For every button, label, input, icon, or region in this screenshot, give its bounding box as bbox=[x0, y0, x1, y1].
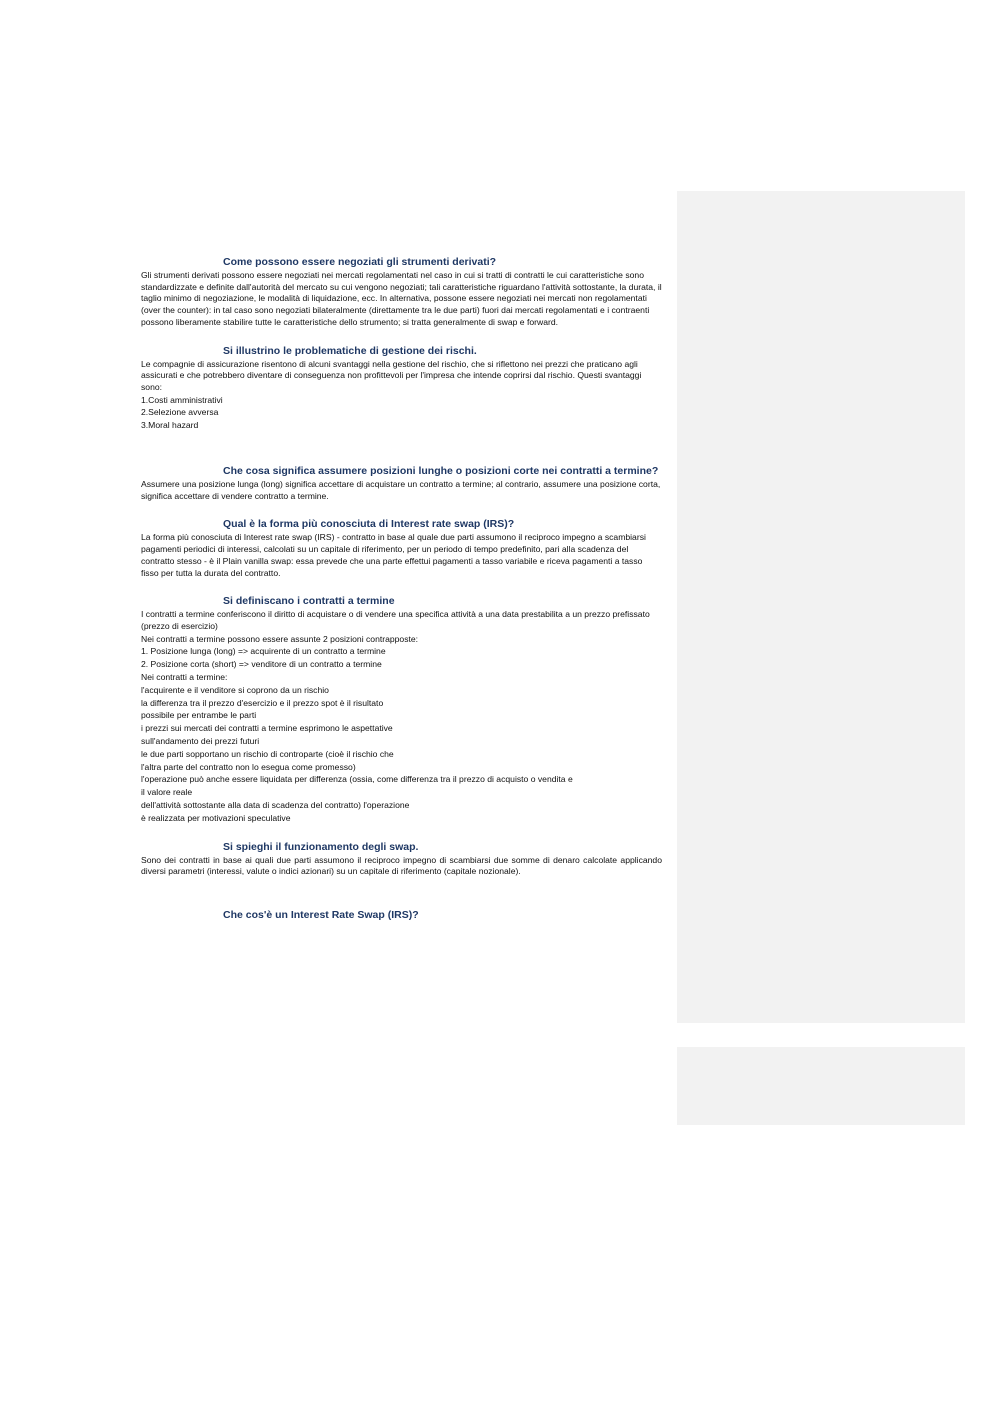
text-line: la differenza tra il prezzo d'esercizio e il prezzo spot è il risultato bbox=[141, 697, 384, 708]
document-content bbox=[141, 255, 662, 923]
text-line: le due parti sopportano un rischio di controparte (cioè il rischio che bbox=[141, 748, 394, 759]
heading-forma-irs: Qual è la forma più conosciuta di Interest rate swap (IRS)? bbox=[223, 518, 515, 531]
paragraph-funzionamento-swap: Sono dei contratti in base ai quali due parti assumono il reciproco impegno di scambiarsi due somme di denaro calcolate applicando diversi parametri (interessi, valute o indici azionari) su un capitale di riferimento (capitale nozionale). bbox=[141, 854, 662, 877]
paragraph-gestione-rischi: Le compagnie di assicurazione risentono di alcuni svantaggi nella gestione del rischio, che si riflettono nei prezzi che praticano agli assicurati e che potrebbero diventare di conseguenza non profittevoli per l'impresa che intende coprirsi dal rischio. Questi svantaggi sono: bbox=[141, 358, 642, 392]
paragraph-contratti-termine: I contratti a termine conferiscono il diritto di acquistare o di vendere una specifica attività a una data prestabilita a un prezzo prefissato (prezzo di esercizio) bbox=[141, 609, 650, 631]
text-line: l'acquirente e il venditore si coprono da un rischio bbox=[141, 684, 329, 695]
list-item: 1.Costi amministrativi bbox=[141, 394, 223, 405]
text-line: sull'andamento dei prezzi futuri bbox=[141, 736, 260, 747]
list-item: 2.Selezione avversa bbox=[141, 407, 219, 418]
heading-interest-rate-swap: Che cos'è un Interest Rate Swap (IRS)? bbox=[223, 909, 419, 921]
comment-box bbox=[677, 1047, 965, 1125]
text-line: l'altra parte del contratto non lo esegua come promesso) bbox=[141, 761, 356, 772]
paragraph-forma-irs: La forma più conosciuta di Interest rate swap (IRS) - contratto in base al quale due parti assumono il reciproco impegno a scambiarsi pagamenti periodici di interessi, calcolati su un capitale di riferimento, per un periodo di tempo predefinito, pari alla scadenza del contratto stesso - è il Plain vanilla swap: essa prevede che una parte effettui pagamenti a tasso variabile e riceva pagamenti a tasso fisso per tutta la durata del contratto. bbox=[141, 532, 646, 578]
heading-contratti-termine: Si definiscano i contratti a termine bbox=[223, 595, 395, 608]
comment-pane bbox=[677, 191, 965, 1023]
text-line: i prezzi sui mercati dei contratti a termine esprimono le aspettative bbox=[141, 723, 393, 734]
text-line: possibile per entrambe le parti bbox=[141, 710, 257, 721]
paragraph-posizioni-lunghe-corte: Assumere una posizione lunga (long) significa accettare di acquistare un contratto a termine; al contrario, assumere una posizione corta, significa accettare di vendere contratto a termine. bbox=[141, 479, 661, 501]
text-line: il valore reale bbox=[141, 787, 193, 798]
text-line: dell'attività sottostante alla data di scadenza del contratto) l'operazione bbox=[141, 800, 410, 810]
heading-gestione-rischi: Si illustrino le problematiche di gestione dei rischi. bbox=[223, 344, 477, 357]
text-line: 2. Posizione corta (short) => venditore di un contratto a termine bbox=[141, 659, 382, 670]
text-line: è realizzata per motivazioni speculative bbox=[141, 812, 291, 823]
heading-funzionamento-swap: Si spieghi il funzionamento degli swap. bbox=[223, 840, 419, 853]
paragraph-negoziazione-derivati: Gli strumenti derivati possono essere negoziati nei mercati regolamentati nel caso in cui si tratti di contratti le cui caratteristiche sono standardizzate e definite dall'autorità del mercato su cui vengono negoziati; tali caratteristiche riguardano l'attività sottostante, la durata, il taglio minimo di negoziazione, le modalità di liquidazione, ecc. In alternativa, possone essere negoziati nei mercati non regolamentati (over the counter): in tal caso sono negoziati bilateralmente (direttamente tra le due parti) fuori dai mercati regolamentati e i contraenti possono liberamente stabilire tutte le caratteristiche dello strumento; si tratta generalmente di swap e forward. bbox=[141, 270, 662, 327]
heading-negoziazione-derivati: Come possono essere negoziati gli strumenti derivati? bbox=[223, 256, 497, 268]
list-item: 3.Moral hazard bbox=[141, 420, 199, 431]
text-line: Nei contratti a termine possono essere assunte 2 posizioni contrapposte: bbox=[141, 633, 419, 644]
text-line: Nei contratti a termine: bbox=[141, 672, 228, 683]
text-line: 1. Posizione lunga (long) => acquirente di un contratto a termine bbox=[141, 646, 386, 657]
heading-posizioni-lunghe-corte: Che cosa significa assumere posizioni lunghe o posizioni corte nei contratti a termine? bbox=[223, 465, 659, 478]
text-line: l'operazione può anche essere liquidata per differenza (ossia, come differenza tra il prezzo di acquisto o vendita e bbox=[141, 774, 573, 785]
